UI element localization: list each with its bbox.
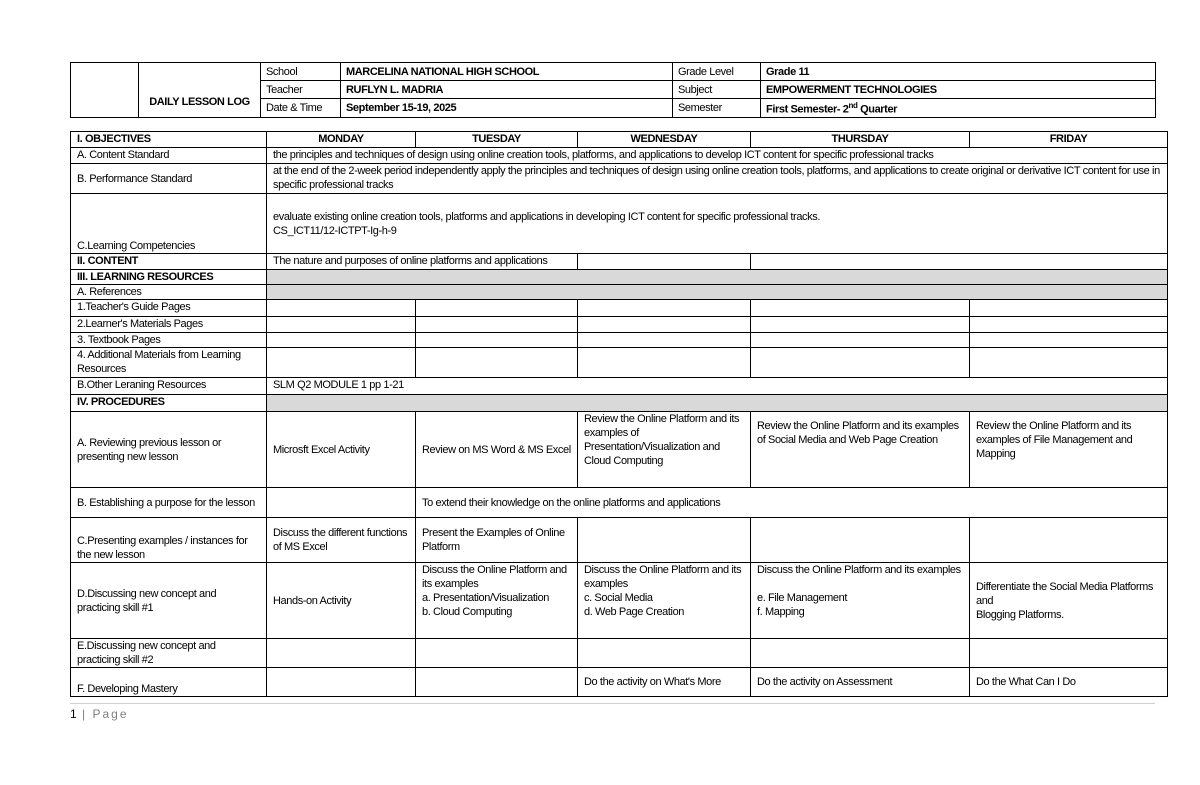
row-label: A. References — [71, 285, 267, 300]
row-label: C.Learning Competencies — [71, 194, 267, 254]
table-row — [71, 639, 1168, 668]
table-row — [71, 333, 1168, 348]
teacher-value: RUFLYN L. MADRIA — [341, 81, 673, 99]
line: c. Social Media — [584, 592, 653, 604]
wednesday-cell: Review the Online Platform and its examples of Presentation/Visualization and Cloud Computing — [578, 412, 751, 488]
page-footer — [70, 707, 129, 721]
empty-cell — [416, 333, 578, 348]
subject-value: EMPOWERMENT TECHNOLOGIES — [761, 81, 1156, 99]
tuesday-cell: Present the Examples of Online Platform — [416, 518, 578, 563]
empty-cell — [751, 333, 970, 348]
table-row — [71, 194, 1168, 254]
grade-level-label: Grade Level — [673, 63, 761, 81]
teacher-label: Teacher — [261, 81, 341, 99]
table-row — [71, 348, 1168, 378]
empty-cell — [751, 639, 970, 668]
empty-cell — [970, 348, 1168, 378]
content-standard-value: the principles and techniques of design using online creation tools, platforms, and applications to develop ICT content for specific professional tracks — [267, 148, 1168, 164]
row-label: A. Reviewing previous lesson or presenting new lesson — [71, 412, 267, 488]
col-monday: MONDAY — [267, 132, 416, 148]
row-label: B.Other Leraning Resources — [71, 378, 267, 395]
col-friday: FRIDAY — [970, 132, 1168, 148]
row-label: A. Content Standard — [71, 148, 267, 164]
row-label: 2.Learner's Materials Pages — [71, 317, 267, 333]
grade-level-value: Grade 11 — [761, 63, 1156, 81]
header-table — [70, 62, 1156, 118]
col-objectives: I. OBJECTIVES — [71, 132, 267, 148]
row-label: 3. Textbook Pages — [71, 333, 267, 348]
table-row — [71, 563, 1168, 639]
thursday-cell: Do the activity on Assessment — [751, 668, 970, 697]
row-label: III. LEARNING RESOURCES — [71, 270, 267, 285]
table-row — [71, 148, 1168, 164]
table-row — [71, 518, 1168, 563]
row-label: C.Presenting examples / instances for the new lesson — [71, 518, 267, 563]
col-thursday: THURSDAY — [751, 132, 970, 148]
empty-cell — [751, 518, 970, 563]
row-label: IV. PROCEDURES — [71, 395, 267, 412]
line: a. Presentation/Visualization — [422, 592, 550, 604]
row-label: D.Discussing new concept and practicing skill #1 — [71, 563, 267, 639]
row-label: 4. Additional Materials from Learning Resources — [71, 348, 267, 378]
table-row — [71, 285, 1168, 300]
lesson-log-table — [70, 131, 1168, 697]
empty-cell — [578, 254, 751, 270]
footer-divider — [70, 703, 1155, 704]
line: e. File Management — [757, 592, 848, 604]
friday-cell: Review the Online Platform and its examples of File Management and Mapping — [970, 412, 1168, 488]
table-row — [71, 488, 1168, 518]
empty-cell — [578, 518, 751, 563]
empty-cell — [267, 639, 416, 668]
school-label: School — [261, 63, 341, 81]
empty-cell — [578, 333, 751, 348]
empty-cell — [578, 348, 751, 378]
thursday-cell — [751, 563, 970, 639]
date-value: September 15-19, 2025 — [341, 99, 673, 118]
row-label: F. Developing Mastery — [71, 668, 267, 697]
date-label: Date & Time — [261, 99, 341, 118]
tuesday-cell: Review on MS Word & MS Excel — [416, 412, 578, 488]
table-row — [71, 395, 1168, 412]
line: Discuss the Online Platform and its examples — [422, 564, 567, 590]
quarter-text: Quarter — [857, 103, 898, 116]
monday-cell: Hands-on Activity — [267, 563, 416, 639]
competency-code: CS_ICT11/12-ICTPT-Ig-h-9 — [273, 224, 397, 237]
col-tuesday: TUESDAY — [416, 132, 578, 148]
logo-cell — [71, 63, 139, 118]
line: Differentiate the Social Media Platforms and — [976, 580, 1153, 607]
empty-cell — [578, 639, 751, 668]
monday-cell: Discuss the different functions of MS Excel — [267, 518, 416, 563]
content-value: The nature and purposes of online platforms and applications — [267, 254, 578, 270]
table-row — [71, 378, 1168, 395]
empty-cell — [578, 300, 751, 317]
line: f. Mapping — [757, 606, 805, 618]
school-value: MARCELINA NATIONAL HIGH SCHOOL — [341, 63, 673, 81]
line: d. Web Page Creation — [584, 606, 685, 618]
shaded-cell — [267, 270, 1168, 285]
table-header-row — [71, 132, 1168, 148]
empty-cell — [267, 348, 416, 378]
empty-cell — [267, 668, 416, 697]
table-row — [71, 270, 1168, 285]
wednesday-cell: Do the activity on What's More — [578, 668, 751, 697]
other-resources-value: SLM Q2 MODULE 1 pp 1-21 — [267, 378, 1168, 395]
line: Discuss the Online Platform and its examples — [584, 564, 742, 590]
row-label: 1.Teacher's Guide Pages — [71, 300, 267, 317]
empty-cell — [970, 639, 1168, 668]
line: Blogging Platforms. — [976, 608, 1064, 621]
separator: | — [76, 707, 93, 721]
empty-cell — [416, 300, 578, 317]
semester-sup: nd — [848, 101, 858, 111]
page-label: Page — [92, 707, 129, 721]
row-label: B. Establishing a purpose for the lesson — [71, 488, 267, 518]
competency-text: evaluate existing online creation tools, platforms and applications in developing ICT content for specific professional tracks. — [273, 210, 820, 223]
empty-cell — [267, 488, 416, 518]
row-label: B. Performance Standard — [71, 164, 267, 194]
line: b. Cloud Computing — [422, 606, 513, 618]
thursday-cell: Review the Online Platform and its examples of Social Media and Web Page Creation — [751, 412, 970, 488]
learning-competencies-value — [267, 194, 1168, 254]
empty-cell — [416, 317, 578, 333]
empty-cell — [751, 348, 970, 378]
empty-cell — [970, 333, 1168, 348]
empty-cell — [751, 317, 970, 333]
table-row — [71, 254, 1168, 270]
semester-value — [761, 99, 1156, 118]
empty-cell — [416, 348, 578, 378]
monday-cell: Microsft Excel Activity — [267, 412, 416, 488]
table-row — [71, 317, 1168, 333]
table-row — [71, 412, 1168, 488]
line: Discuss the Online Platform and its examples — [757, 564, 961, 576]
empty-cell — [970, 317, 1168, 333]
table-row — [71, 668, 1168, 697]
empty-cell — [267, 317, 416, 333]
semester-label: Semester — [673, 99, 761, 118]
page-number: 1 — [70, 707, 77, 721]
performance-standard-value: at the end of the 2-week period independently apply the principles and techniques of design using online creation tools, platforms, and applications to create original or derivative ICT content for use in specific professional tracks — [267, 164, 1168, 194]
table-row — [71, 164, 1168, 194]
document-title: DAILY LESSON LOG — [139, 63, 261, 118]
row-label: E.Discussing new concept and practicing skill #2 — [71, 639, 267, 668]
tuesday-cell — [416, 563, 578, 639]
row-label: II. CONTENT — [71, 254, 267, 270]
empty-cell — [970, 300, 1168, 317]
col-wednesday: WEDNESDAY — [578, 132, 751, 148]
wednesday-cell — [578, 563, 751, 639]
purpose-value: To extend their knowledge on the online platforms and applications — [416, 488, 1168, 518]
empty-cell — [416, 668, 578, 697]
empty-cell — [267, 300, 416, 317]
empty-cell — [267, 333, 416, 348]
empty-cell — [751, 300, 970, 317]
friday-cell: Do the What Can I Do — [970, 668, 1168, 697]
semester-text: First Semester- 2 — [766, 103, 849, 116]
table-row — [71, 300, 1168, 317]
subject-label: Subject — [673, 81, 761, 99]
empty-cell — [751, 254, 1168, 270]
shaded-cell — [267, 395, 1168, 412]
shaded-cell — [267, 285, 1168, 300]
empty-cell — [578, 317, 751, 333]
empty-cell — [970, 518, 1168, 563]
friday-cell — [970, 563, 1168, 639]
empty-cell — [416, 639, 578, 668]
